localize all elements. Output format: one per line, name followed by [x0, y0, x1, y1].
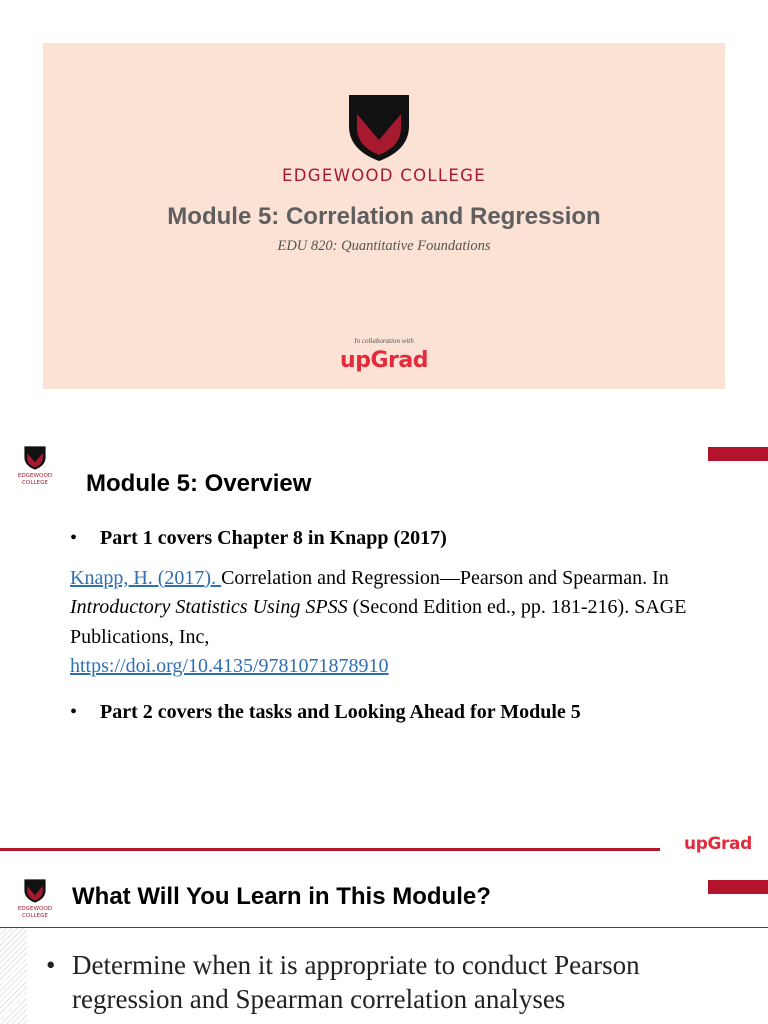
slide-title: Module 5: Overview	[86, 470, 312, 497]
reference-citation	[70, 564, 690, 681]
collaboration-text: In collaboration with	[354, 337, 414, 345]
learn-bullet-text: Determine when it is appropriate to conduct Pearson regression and Spearman correlation analyses	[72, 950, 640, 1014]
bullet-item	[70, 527, 447, 550]
slide-title: Module 5: Correlation and Regression	[167, 203, 601, 230]
accent-bar	[708, 447, 768, 461]
small-college-name	[5, 906, 65, 920]
college-name: EDGEWOOD COLLEGE	[282, 166, 486, 185]
slide-title: What Will You Learn in This Module?	[72, 883, 491, 910]
doi-link[interactable]: https://doi.org/10.4135/9781071878910	[70, 654, 389, 677]
reference-text: Correlation and Regression—Pearson and Spearman. In	[221, 567, 669, 589]
title-underline	[0, 927, 768, 928]
hatched-decoration	[0, 928, 27, 1024]
small-college-line2: COLLEGE	[22, 913, 48, 919]
slide-subtitle: EDU 820: Quantitative Foundations	[277, 238, 491, 254]
bullet-item	[70, 701, 581, 724]
upgrad-logo: upGrad	[340, 348, 428, 373]
edgewood-crest-icon	[24, 879, 46, 903]
bullet-glyph: •	[70, 527, 78, 549]
title-slide	[43, 43, 725, 389]
reference-link[interactable]: Knapp, H. (2017).	[70, 567, 222, 589]
reference-text-2: (Second Edition ed., pp. 181-216). SAGE Publications, Inc,	[70, 596, 687, 648]
small-college-name	[5, 473, 65, 487]
edgewood-crest-icon	[348, 94, 410, 162]
bullet-glyph: •	[46, 950, 56, 980]
small-college-line1: EDGEWOOD	[17, 473, 53, 479]
reference-book-title: Introductory Statistics Using SPSS	[70, 596, 348, 619]
edgewood-crest-icon	[24, 446, 46, 470]
accent-bar	[708, 880, 768, 894]
upgrad-logo: upGrad	[684, 834, 752, 854]
bullet-text: Part 2 covers the tasks and Looking Ahead for Module 5	[100, 701, 581, 723]
bullet-text: Part 1 covers Chapter 8 in Knapp (2017)	[100, 527, 447, 549]
bullet-glyph: •	[70, 701, 78, 723]
small-college-line1: EDGEWOOD	[17, 906, 53, 912]
small-college-line2: COLLEGE	[22, 480, 48, 486]
divider-line	[0, 848, 660, 851]
